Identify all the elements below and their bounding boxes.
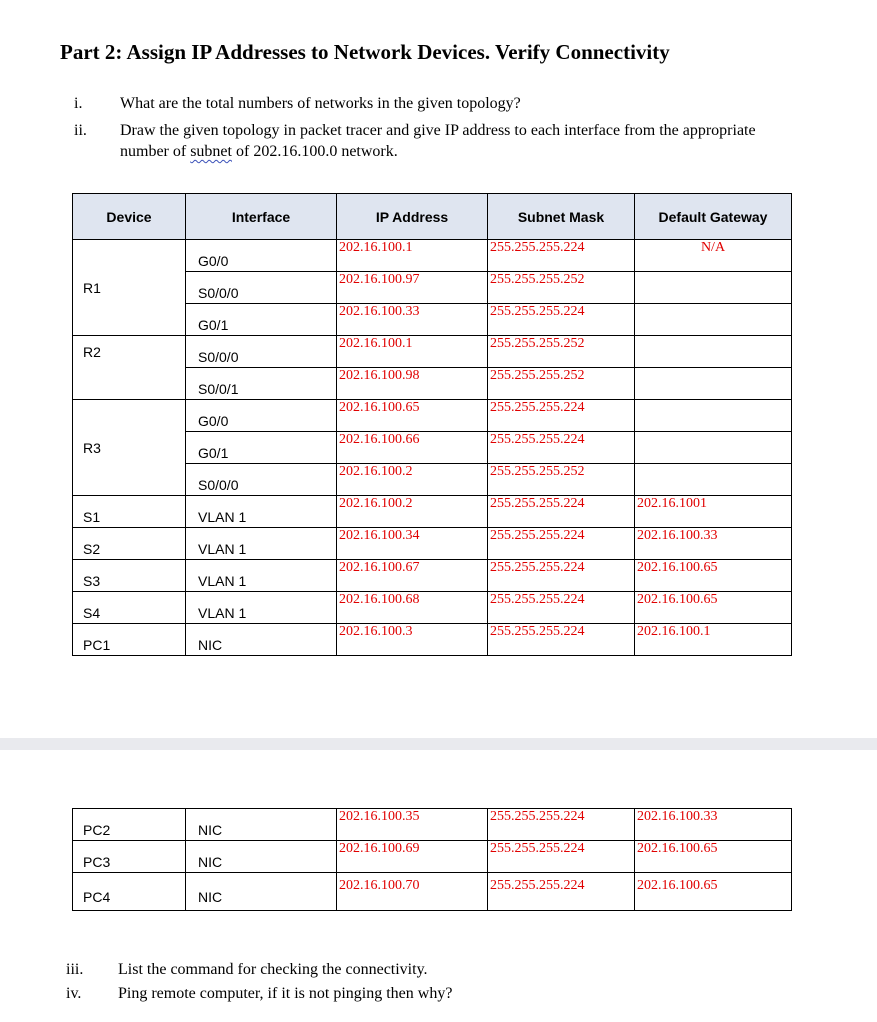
mask-cell: 255.255.255.224 bbox=[488, 432, 635, 464]
device-value: S2 bbox=[83, 540, 101, 557]
gateway-cell: 202.16.100.33 bbox=[635, 809, 792, 841]
header-subnet-mask: Subnet Mask bbox=[488, 194, 635, 240]
device-value: PC2 bbox=[83, 821, 111, 838]
ip-cell: 202.16.100.68 bbox=[337, 592, 488, 624]
device-cell bbox=[73, 336, 186, 400]
ip-address-table bbox=[72, 193, 792, 656]
table-row bbox=[73, 873, 792, 911]
mask-cell: 255.255.255.252 bbox=[488, 464, 635, 496]
table-row bbox=[73, 592, 792, 624]
question-number: i. bbox=[74, 95, 83, 112]
interface-value: S0/0/0 bbox=[198, 348, 239, 365]
device-cell bbox=[73, 496, 186, 528]
interface-cell bbox=[186, 809, 337, 841]
mask-cell: 255.255.255.224 bbox=[488, 560, 635, 592]
interface-value: NIC bbox=[198, 636, 223, 653]
text-fragment: of 202.16.100.0 network. bbox=[231, 143, 398, 160]
mask-cell: 255.255.255.224 bbox=[488, 809, 635, 841]
ip-cell: 202.16.100.2 bbox=[337, 496, 488, 528]
device-cell bbox=[73, 624, 186, 656]
table-row bbox=[73, 528, 792, 560]
header-interface: Interface bbox=[186, 194, 337, 240]
interface-value: S0/0/1 bbox=[198, 380, 239, 397]
question-text: What are the total numbers of networks in the given topology? bbox=[120, 95, 521, 112]
question-ii bbox=[74, 121, 864, 163]
question-number: iv. bbox=[66, 985, 82, 1002]
mask-cell: 255.255.255.224 bbox=[488, 304, 635, 336]
gateway-cell: 202.16.1001 bbox=[635, 496, 792, 528]
gateway-cell bbox=[635, 368, 792, 400]
mask-cell: 255.255.255.224 bbox=[488, 592, 635, 624]
device-cell bbox=[73, 841, 186, 873]
interface-value: NIC bbox=[198, 821, 223, 838]
question-number: ii. bbox=[74, 122, 87, 139]
mask-cell: 255.255.255.224 bbox=[488, 528, 635, 560]
interface-cell bbox=[186, 624, 337, 656]
interface-value: G0/0 bbox=[198, 252, 229, 269]
mask-cell: 255.255.255.224 bbox=[488, 841, 635, 873]
ip-cell: 202.16.100.98 bbox=[337, 368, 488, 400]
table-row bbox=[73, 240, 792, 272]
interface-cell bbox=[186, 873, 337, 911]
page-break bbox=[0, 738, 877, 750]
interface-value: VLAN 1 bbox=[198, 572, 247, 589]
question-number: iii. bbox=[66, 961, 84, 978]
interface-cell bbox=[186, 304, 337, 336]
table-row bbox=[73, 809, 792, 841]
question-text-line2 bbox=[120, 142, 398, 161]
question-iii bbox=[66, 960, 856, 980]
ip-cell: 202.16.100.70 bbox=[337, 873, 488, 911]
gateway-cell: 202.16.100.1 bbox=[635, 624, 792, 656]
table-row bbox=[73, 624, 792, 656]
mask-cell: 255.255.255.252 bbox=[488, 368, 635, 400]
mask-cell: 255.255.255.224 bbox=[488, 624, 635, 656]
table-row bbox=[73, 336, 792, 368]
interface-value: VLAN 1 bbox=[198, 604, 247, 621]
interface-value: VLAN 1 bbox=[198, 540, 247, 557]
gateway-cell bbox=[635, 400, 792, 432]
ip-cell: 202.16.100.67 bbox=[337, 560, 488, 592]
mask-cell: 255.255.255.224 bbox=[488, 240, 635, 272]
gateway-cell: 202.16.100.65 bbox=[635, 560, 792, 592]
ip-cell: 202.16.100.69 bbox=[337, 841, 488, 873]
interface-cell bbox=[186, 400, 337, 432]
question-i bbox=[74, 94, 864, 114]
device-cell bbox=[73, 592, 186, 624]
device-cell bbox=[73, 809, 186, 841]
ip-cell: 202.16.100.97 bbox=[337, 272, 488, 304]
interface-cell bbox=[186, 528, 337, 560]
gateway-cell bbox=[635, 432, 792, 464]
device-cell: R1 bbox=[73, 240, 186, 336]
ip-cell: 202.16.100.1 bbox=[337, 240, 488, 272]
device-value: R2 bbox=[83, 343, 101, 360]
device-value: PC1 bbox=[83, 636, 111, 653]
gateway-cell: 202.16.100.65 bbox=[635, 592, 792, 624]
ip-cell: 202.16.100.33 bbox=[337, 304, 488, 336]
device-value: PC4 bbox=[83, 888, 111, 905]
interface-value: S0/0/0 bbox=[198, 476, 239, 493]
gateway-cell: 202.16.100.65 bbox=[635, 873, 792, 911]
mask-cell: 255.255.255.252 bbox=[488, 272, 635, 304]
interface-cell bbox=[186, 432, 337, 464]
ip-address-table-continued bbox=[72, 808, 792, 911]
mask-cell: 255.255.255.224 bbox=[488, 873, 635, 911]
interface-value: S0/0/0 bbox=[198, 284, 239, 301]
device-cell: R3 bbox=[73, 400, 186, 496]
header-device: Device bbox=[73, 194, 186, 240]
interface-cell bbox=[186, 272, 337, 304]
gateway-cell bbox=[635, 336, 792, 368]
interface-value: G0/1 bbox=[198, 444, 229, 461]
ip-cell: 202.16.100.66 bbox=[337, 432, 488, 464]
interface-value: NIC bbox=[198, 888, 223, 905]
interface-cell bbox=[186, 496, 337, 528]
table-header-row bbox=[73, 194, 792, 240]
interface-cell bbox=[186, 560, 337, 592]
interface-value: NIC bbox=[198, 853, 223, 870]
table-row bbox=[73, 400, 792, 432]
interface-cell bbox=[186, 336, 337, 368]
device-cell bbox=[73, 873, 186, 911]
gateway-cell bbox=[635, 304, 792, 336]
question-text: Ping remote computer, if it is not pinging then why? bbox=[118, 985, 453, 1002]
question-text: List the command for checking the connectivity. bbox=[118, 961, 428, 978]
gateway-cell bbox=[635, 464, 792, 496]
interface-value: G0/1 bbox=[198, 316, 229, 333]
mask-cell: 255.255.255.252 bbox=[488, 336, 635, 368]
ip-cell: 202.16.100.65 bbox=[337, 400, 488, 432]
device-value: PC3 bbox=[83, 853, 111, 870]
interface-cell bbox=[186, 841, 337, 873]
gateway-cell: 202.16.100.33 bbox=[635, 528, 792, 560]
interface-cell bbox=[186, 240, 337, 272]
interface-cell bbox=[186, 592, 337, 624]
ip-cell: 202.16.100.3 bbox=[337, 624, 488, 656]
device-cell bbox=[73, 560, 186, 592]
interface-cell bbox=[186, 368, 337, 400]
page-title: Part 2: Assign IP Addresses to Network Devices. Verify Connectivity bbox=[60, 40, 670, 64]
table-row bbox=[73, 841, 792, 873]
ip-cell: 202.16.100.35 bbox=[337, 809, 488, 841]
mask-cell: 255.255.255.224 bbox=[488, 496, 635, 528]
text-fragment: number of bbox=[120, 143, 191, 160]
header-default-gateway: Default Gateway bbox=[635, 194, 792, 240]
gateway-cell: N/A bbox=[635, 240, 792, 272]
question-iv bbox=[66, 984, 856, 1004]
gateway-cell: 202.16.100.65 bbox=[635, 841, 792, 873]
device-value: S1 bbox=[83, 508, 101, 525]
interface-value: G0/0 bbox=[198, 412, 229, 429]
header-ip-address: IP Address bbox=[337, 194, 488, 240]
ip-cell: 202.16.100.34 bbox=[337, 528, 488, 560]
table-row bbox=[73, 560, 792, 592]
interface-value: VLAN 1 bbox=[198, 508, 247, 525]
table-row bbox=[73, 496, 792, 528]
interface-cell bbox=[186, 464, 337, 496]
device-cell bbox=[73, 528, 186, 560]
spellcheck-underlined-word: subnet bbox=[190, 143, 232, 160]
ip-cell: 202.16.100.1 bbox=[337, 336, 488, 368]
ip-cell: 202.16.100.2 bbox=[337, 464, 488, 496]
mask-cell: 255.255.255.224 bbox=[488, 400, 635, 432]
device-value: S4 bbox=[83, 604, 101, 621]
gateway-cell bbox=[635, 272, 792, 304]
question-text-line1: Draw the given topology in packet tracer and give IP address to each interface from the appropriate bbox=[120, 122, 756, 139]
device-value: S3 bbox=[83, 572, 101, 589]
